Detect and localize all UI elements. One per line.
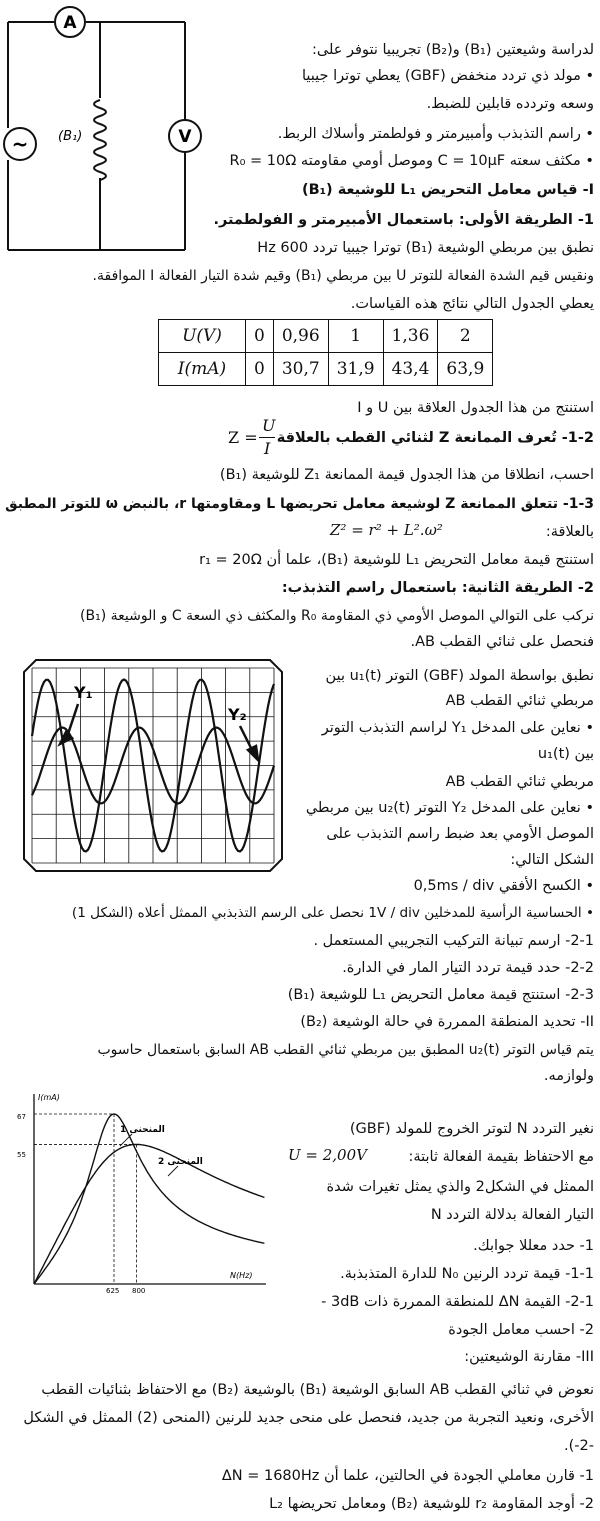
x-tick-800: 800	[132, 1287, 146, 1295]
sensitivity-setting: • الحساسية الرأسية للمدخلين 1V / div نحصل على الرسم التذبذبي الممثل أعلاه (الشكل 1)	[71, 905, 594, 921]
observe-y1: • نعاين على المدخل Y₁ لراسم التذبذب التوتر	[321, 720, 594, 736]
deduce-l1: استنتج قيمة معامل التحريض L₁ للوشيعة (B₁)، علما أن r₁ = 20Ω	[199, 552, 594, 568]
vary-frequency: نغير التردد N لتوتر الخروج للمولد (GBF)	[349, 1121, 594, 1137]
table-cell: I(mA)	[159, 353, 246, 386]
impedance-lhs: Z =	[228, 428, 258, 447]
q1-determine: 1- حدد معللا جوابك.	[473, 1238, 594, 1254]
table-cell: 31,9	[328, 353, 383, 386]
section-iii-title: III- مقارنة الوشيعتين:	[464, 1349, 594, 1365]
observe-y2-cont2: الشكل التالي:	[510, 852, 594, 868]
method-1-line3: يعطي الجدول التالي نتائج هذه القياسات.	[350, 296, 594, 312]
resonance-graph	[8, 1088, 270, 1303]
compute-z1: احسب، انطلاقا من هذا الجدول قيمة الممانعة Z₁ للوشيعة (B₁)	[219, 467, 594, 483]
graph-xlabel: N(Hz)	[230, 1271, 253, 1280]
q2-3: 2-3- استنتج قيمة معامل التحريض L₁ للوشيعة (B₁)	[287, 987, 594, 1003]
table-cell: 63,9	[438, 353, 493, 386]
ammeter-label: A	[63, 13, 77, 33]
table-cell: 0	[246, 320, 274, 353]
table-cell: 1,36	[383, 320, 438, 353]
impedance-num: U	[262, 416, 276, 435]
label-y2: Y₂	[228, 705, 247, 724]
figure-2-desc-cont: التيار الفعالة بدلالة التردد N	[430, 1207, 594, 1223]
graph-ylabel: I(mA)	[38, 1093, 60, 1102]
sweep-setting: • الكسح الأفقي 0,5ms / div	[413, 878, 594, 894]
q-iii-1: 1- قارن معاملي الجودة في الحالتين، علما أن ΔN = 1680Hz	[221, 1468, 594, 1484]
y-tick-55: 55	[17, 1151, 26, 1159]
voltmeter-label: V	[178, 127, 192, 147]
q1-3-equation: Z² = r² + L².ω²	[330, 521, 443, 539]
bullet-scope: • راسم التذبذب وأمبيرمتر و فولطمتر وأسلاك الربط.	[277, 126, 594, 142]
y-tick-67: 67	[17, 1113, 26, 1121]
section-ii-line1: يتم قياس التوتر u₂(t) المطبق بين مربطي ثنائي القطب AB السابق باستعمال حاسوب	[97, 1042, 594, 1058]
generator-symbol: ~	[11, 132, 29, 156]
fraction-bar	[259, 437, 275, 438]
q1-2-definition: 1-2- تُعرف الممانعة Z لثنائي القطب بالعلاقة	[276, 430, 594, 446]
apply-u1-cont: مربطي ثنائي القطب AB	[445, 693, 594, 709]
bullet-gbf-cont: وسعه وتردده قابلين للضبط.	[426, 96, 594, 112]
method-1-line1: نطبق بين مربطي الوشيعة (B₁) توترا جيبيا تردد 600 Hz	[257, 240, 594, 256]
keep-voltage: مع الاحتفاظ بقيمة الفعالة ثابتة:	[408, 1149, 594, 1165]
curve-1-label: المنحنى 1	[120, 1125, 165, 1135]
observe-y2-cont: الموصل الأومي بعد ضبط راسم التذبذب على	[326, 826, 594, 842]
q1-3-relation: بالعلاقة:	[545, 524, 594, 540]
x-tick-625: 625	[106, 1287, 120, 1295]
method-2-title: 2- الطريقة الثانية: باستعمال راسم التذبذب:	[281, 580, 594, 596]
intro-line: لدراسة وشيعتين (B₁) و(B₂) تجريبيا نتوفر على:	[312, 42, 594, 58]
table-cell: 30,7	[273, 353, 328, 386]
curve-2-pointer	[168, 1166, 178, 1176]
curve-2-label: المنحنى 2	[158, 1157, 203, 1167]
q-iii-2: 2- أوجد المقاومة r₂ للوشيعة (B₂) ومعامل تحريضها L₂	[269, 1496, 594, 1512]
curve-1	[34, 1114, 264, 1284]
method-1-title: 1- الطريقة الأولى: باستعمال الأمبيرمتر و الفولطمتر.	[213, 212, 594, 228]
table-row	[159, 320, 493, 353]
voltage-value: U = 2,00V	[288, 1146, 367, 1164]
method-1-line2: ونقيس قيم الشدة الفعالة للتوتر U بين مربطي (B₁) وقيم شدة التيار الفعالة I الموافقة.	[92, 268, 594, 284]
table-cell: U(V)	[159, 320, 246, 353]
section-ii-line2: ولوازمه.	[543, 1068, 594, 1084]
figure-2-desc: الممثل في الشكل2 والذي يمثل تغيرات شدة	[326, 1179, 594, 1195]
q1-3: 1-3- تتعلق الممانعة Z لوشيعة معامل تحريضها L ومقاومتها r، بالنبض ω للتوتر المطبق	[5, 496, 594, 512]
oscilloscope-screen	[22, 658, 284, 873]
table-cell: 1	[328, 320, 383, 353]
section-iii-body: نعوض في ثنائي القطب AB السابق الوشيعة (B₁) بالوشيعة (B₂) مع الاحتفاظ بثنائيات القطب الأخرى، ونعيد التجربة من جديد، فنحصل على منحى جديد للرنين (المنحى (2) الممثل في الشكل -2-).	[23, 1382, 594, 1454]
q2-2: 2-2- حدد قيمة تردد التيار المار في الدارة.	[342, 960, 594, 976]
table-cell: 0	[246, 353, 274, 386]
section-ii-title: II- تحديد المنطقة الممررة في حالة الوشيعة (B₂)	[300, 1014, 594, 1030]
circuit-diagram	[0, 0, 210, 265]
deduce-relation: استنتج من هذا الجدول العلاقة بين U و I	[357, 400, 594, 416]
impedance-formula	[228, 416, 278, 460]
table-row	[159, 353, 493, 386]
q1-1: 1-1- قيمة تردد الرنين N₀ للدارة المتذبذبة.	[340, 1266, 594, 1282]
section-i-title: I- قياس معامل التحريض L₁ للوشيعة (B₁)	[301, 182, 594, 198]
bullet-capacitor: • مكثف سعته C = 10μF وموصل أومي مقاومته R₀ = 10Ω	[229, 153, 594, 169]
observe-y1-cont2: مربطي ثنائي القطب AB	[445, 774, 594, 790]
q2-1-bandwidth: 2-1- القيمة ΔN للمنطقة الممررة ذات 3dB -	[321, 1294, 594, 1310]
table-cell: 2	[438, 320, 493, 353]
q2-1: 2-1- ارسم تبيانة التركيب التجريبي المستعمل .	[313, 933, 594, 949]
label-y1: Y₁	[74, 683, 93, 702]
q2-quality: 2- احسب معامل الجودة	[448, 1322, 594, 1338]
bullet-gbf: • مولد ذي تردد منخفض (GBF) يعطي توترا جيبيا	[301, 68, 594, 84]
method-2-line1: نركب على التوالي الموصل الأومي ذي المقاومة R₀ والمكثف ذي السعة C و الوشيعة (B₁)	[80, 608, 594, 624]
curve-2	[34, 1144, 264, 1284]
coil-label: (B₁)	[58, 129, 83, 144]
table-cell: 0,96	[273, 320, 328, 353]
table-cell: 43,4	[383, 353, 438, 386]
observe-y2: • نعاين على المدخل Y₂ التوتر u₂(t) بين مربطي	[305, 800, 594, 816]
method-2-line2: فنحصل على ثنائي القطب AB.	[410, 634, 594, 650]
observe-y1-cont: بين u₁(t)	[537, 746, 594, 762]
apply-u1: نطبق بواسطة المولد (GBF) التوتر u₁(t) بين	[325, 668, 594, 684]
impedance-den: I	[264, 439, 271, 458]
measurement-table	[158, 319, 493, 386]
